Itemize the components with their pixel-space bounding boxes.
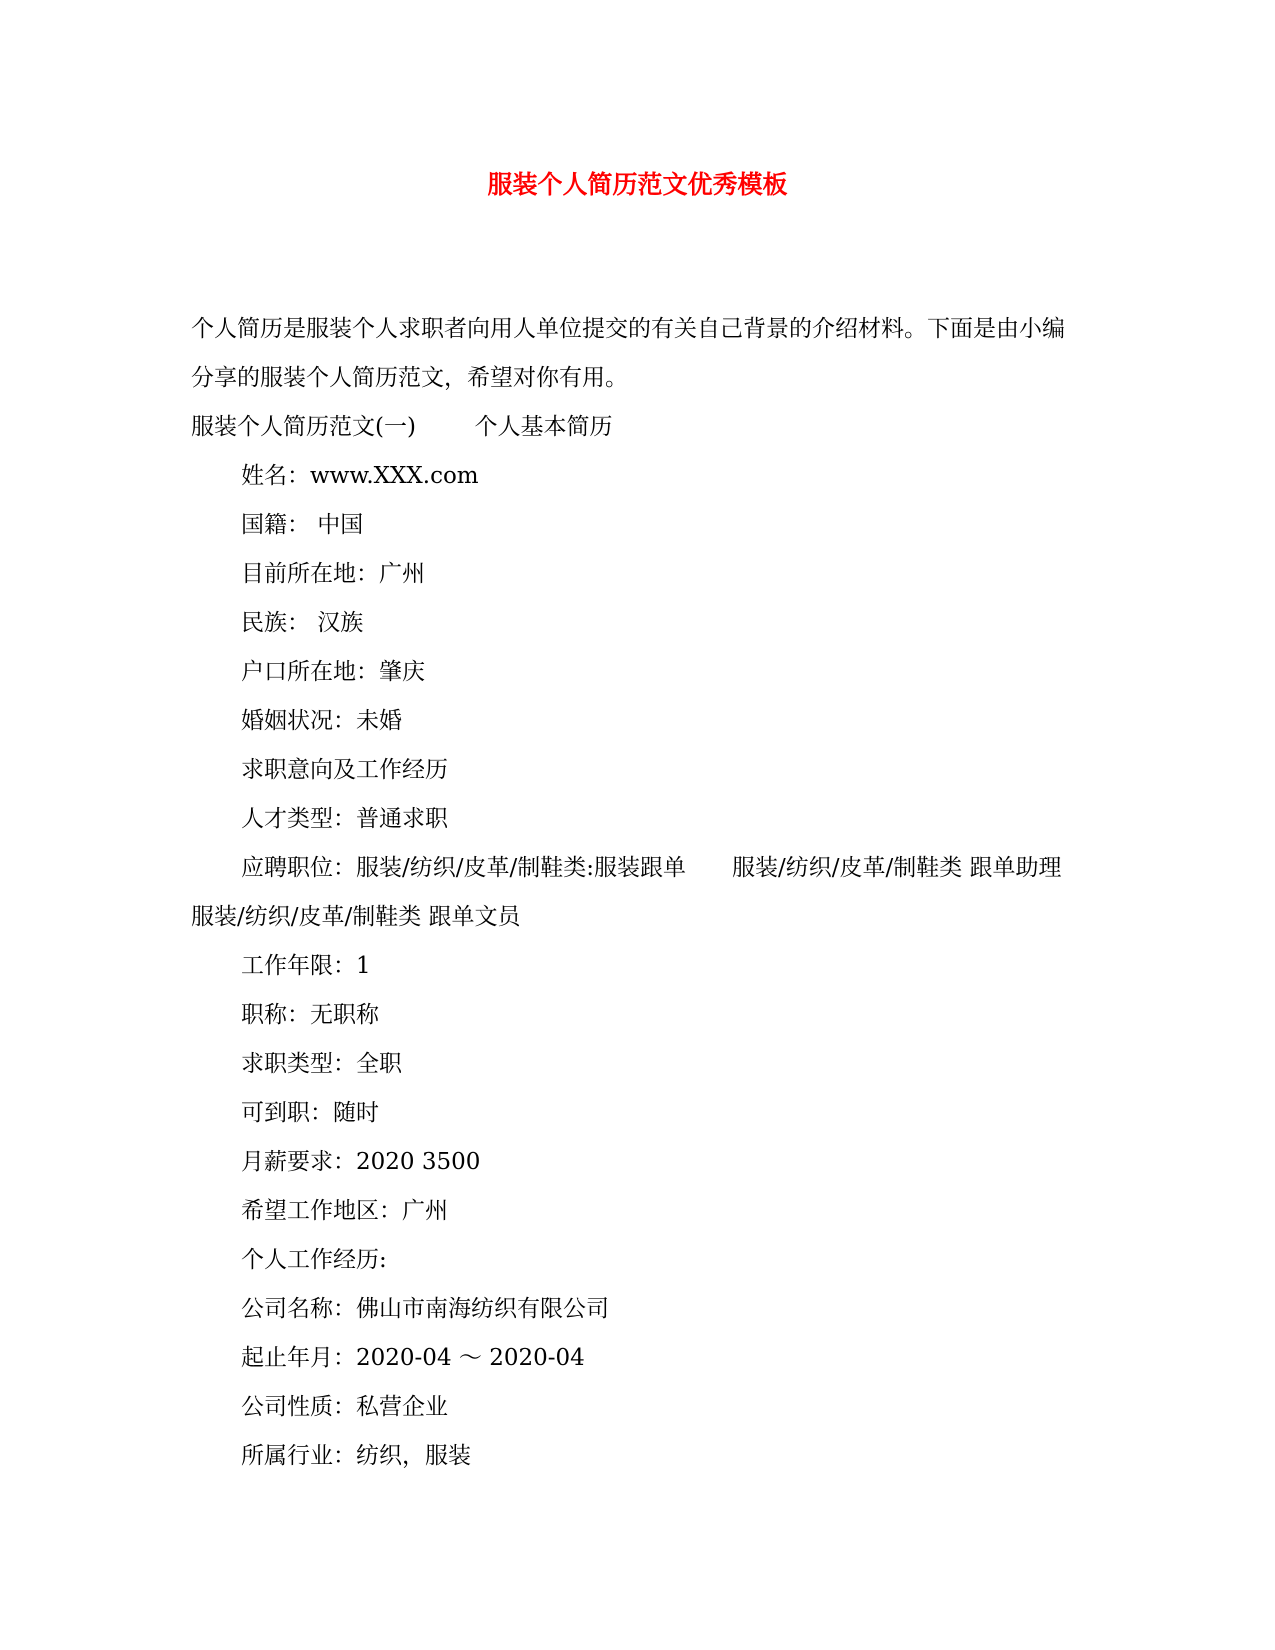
field-salary: 月薪要求：2020 3500 (241, 1149, 481, 1175)
field-desired-location: 希望工作地区：广州 (241, 1198, 448, 1224)
field-company-name: 公司名称：佛山市南海纺织有限公司 (241, 1296, 609, 1322)
field-applied-positions: 应聘职位：服装/纺织/皮革/制鞋类:服装跟单 服装/纺织/皮革/制鞋类 跟单助理 服装/纺织/皮革/制鞋类 跟单文员 (191, 855, 1108, 930)
intro-paragraph: 个人简历是服装个人求职者向用人单位提交的有关自己背景的介绍材料。下面是由小编分享的服装个人简历范文，希望对你有用。 (191, 316, 1065, 391)
subsection-job-intent: 求职意向及工作经历 (241, 757, 448, 783)
field-household-registration: 户口所在地：肇庆 (241, 659, 425, 685)
field-ethnicity: 民族： 汉族 (241, 610, 364, 636)
field-nationality: 国籍： 中国 (241, 512, 364, 538)
field-job-title: 职称：无职称 (241, 1002, 379, 1028)
field-date-range: 起止年月：2020-04 ～ 2020-04 (241, 1345, 585, 1371)
section-subheading: 个人基本简历 (474, 414, 613, 440)
field-company-type: 公司性质：私营企业 (241, 1394, 448, 1420)
document-body (191, 305, 1108, 1481)
document-title: 服装个人简历范文优秀模板 (487, 170, 788, 199)
field-industry: 所属行业：纺织，服装 (241, 1443, 471, 1469)
field-years-experience: 工作年限：1 (241, 953, 371, 979)
field-name: 姓名：www.XXX.com (241, 463, 479, 489)
field-availability: 可到职：随时 (241, 1100, 379, 1126)
section-heading: 服装个人简历范文(一) (191, 414, 416, 440)
section-heading-line (191, 403, 1071, 452)
subsection-work-history: 个人工作经历: (241, 1247, 387, 1273)
field-marital-status: 婚姻状况：未婚 (241, 708, 402, 734)
field-job-type: 求职类型：全职 (241, 1051, 402, 1077)
field-talent-type: 人才类型：普通求职 (241, 806, 448, 832)
field-current-location: 目前所在地：广州 (241, 561, 425, 587)
